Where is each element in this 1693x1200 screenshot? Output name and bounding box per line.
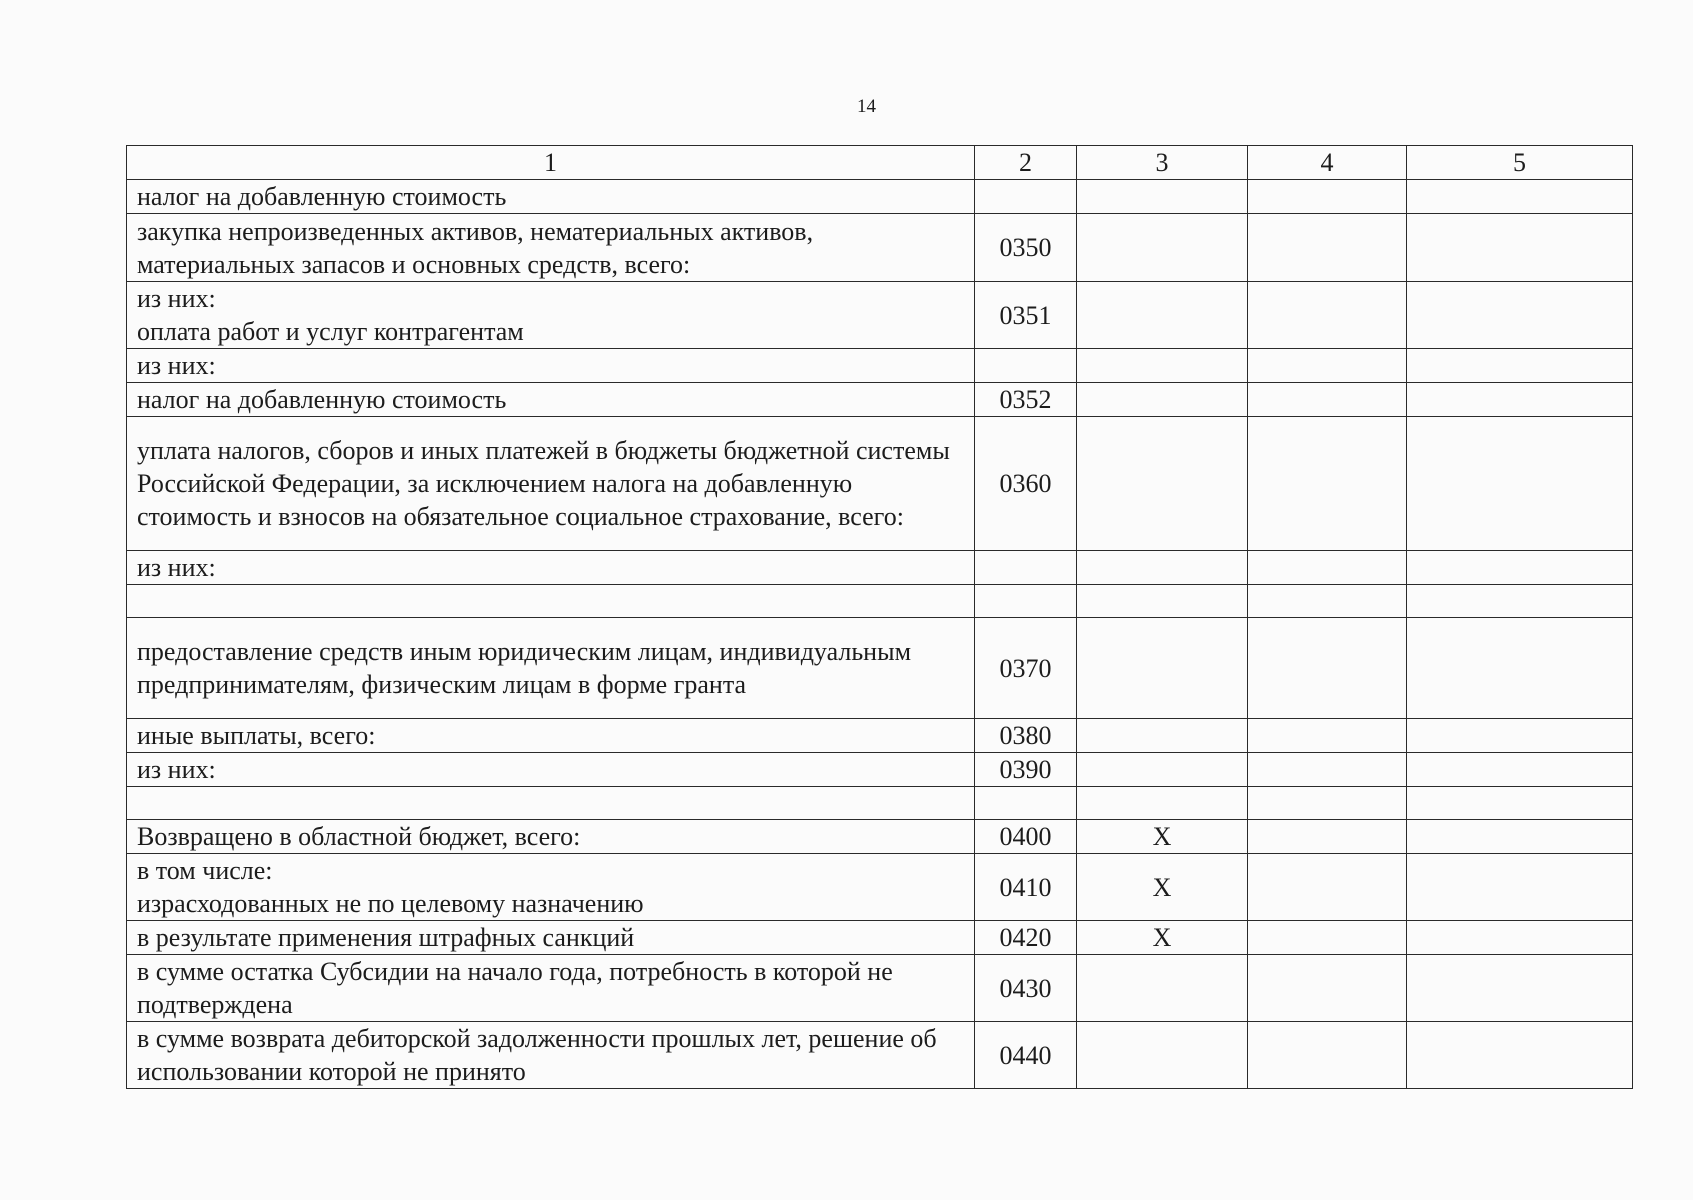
table-row xyxy=(127,854,1633,921)
table-row xyxy=(127,214,1633,282)
row-description xyxy=(127,585,975,618)
row-description: из них: xyxy=(127,349,975,383)
row-description: иные выплаты, всего: xyxy=(127,719,975,753)
row-col4 xyxy=(1248,282,1407,349)
table-row xyxy=(127,753,1633,787)
header-row xyxy=(127,146,1633,180)
row-col3 xyxy=(1077,214,1248,282)
row-description: в результате применения штрафных санкций xyxy=(127,921,975,955)
row-col3: X xyxy=(1077,921,1248,955)
row-col4 xyxy=(1248,349,1407,383)
header-cell-2: 2 xyxy=(975,146,1077,180)
row-col3 xyxy=(1077,1022,1248,1089)
row-col5 xyxy=(1407,585,1633,618)
row-col5 xyxy=(1407,618,1633,719)
row-col3 xyxy=(1077,349,1248,383)
row-col3: X xyxy=(1077,854,1248,921)
row-col3: X xyxy=(1077,820,1248,854)
row-col3 xyxy=(1077,618,1248,719)
row-description: налог на добавленную стоимость xyxy=(127,383,975,417)
row-col5 xyxy=(1407,820,1633,854)
row-code: 0390 xyxy=(975,753,1077,787)
row-col3 xyxy=(1077,551,1248,585)
row-code: 0352 xyxy=(975,383,1077,417)
row-col5 xyxy=(1407,921,1633,955)
row-col5 xyxy=(1407,551,1633,585)
table-row xyxy=(127,1022,1633,1089)
row-description: предоставление средств иным юридическим лицам, индивидуальным предпринимателям, физическим лицам в форме гранта xyxy=(127,618,975,719)
row-col4 xyxy=(1248,820,1407,854)
row-col3 xyxy=(1077,719,1248,753)
row-col5 xyxy=(1407,282,1633,349)
table-row xyxy=(127,349,1633,383)
row-col5 xyxy=(1407,854,1633,921)
row-col4 xyxy=(1248,1022,1407,1089)
row-col5 xyxy=(1407,383,1633,417)
row-col5 xyxy=(1407,955,1633,1022)
table-row xyxy=(127,585,1633,618)
row-code: 0410 xyxy=(975,854,1077,921)
row-col4 xyxy=(1248,585,1407,618)
row-col4 xyxy=(1248,180,1407,214)
row-description: уплата налогов, сборов и иных платежей в бюджеты бюджетной системы Российской Федерации, за исключением налога на добавленную стоимость и взносов на обязательное социальное страхование, всего: xyxy=(127,417,975,551)
row-col3 xyxy=(1077,417,1248,551)
table-row xyxy=(127,618,1633,719)
row-description: налог на добавленную стоимость xyxy=(127,180,975,214)
row-code: 0440 xyxy=(975,1022,1077,1089)
row-code xyxy=(975,349,1077,383)
table-row xyxy=(127,180,1633,214)
row-col3 xyxy=(1077,282,1248,349)
row-description: из них: xyxy=(127,753,975,787)
header-cell-5: 5 xyxy=(1407,146,1633,180)
row-code: 0400 xyxy=(975,820,1077,854)
row-col5 xyxy=(1407,214,1633,282)
table-row xyxy=(127,921,1633,955)
report-table xyxy=(126,145,1633,1089)
row-code: 0370 xyxy=(975,618,1077,719)
row-col5 xyxy=(1407,180,1633,214)
row-code xyxy=(975,787,1077,820)
row-col3 xyxy=(1077,955,1248,1022)
header-cell-3: 3 xyxy=(1077,146,1248,180)
row-code: 0380 xyxy=(975,719,1077,753)
table-row xyxy=(127,787,1633,820)
header-cell-4: 4 xyxy=(1248,146,1407,180)
table-row xyxy=(127,955,1633,1022)
row-col5 xyxy=(1407,753,1633,787)
row-description: из них: оплата работ и услуг контрагентам xyxy=(127,282,975,349)
row-col5 xyxy=(1407,349,1633,383)
row-col5 xyxy=(1407,719,1633,753)
row-col3 xyxy=(1077,787,1248,820)
row-col4 xyxy=(1248,787,1407,820)
row-col5 xyxy=(1407,417,1633,551)
row-col5 xyxy=(1407,1022,1633,1089)
row-code: 0430 xyxy=(975,955,1077,1022)
row-col4 xyxy=(1248,955,1407,1022)
row-code xyxy=(975,180,1077,214)
row-code xyxy=(975,551,1077,585)
row-code: 0420 xyxy=(975,921,1077,955)
row-col5 xyxy=(1407,787,1633,820)
row-description: Возвращено в областной бюджет, всего: xyxy=(127,820,975,854)
row-description xyxy=(127,787,975,820)
row-code: 0350 xyxy=(975,214,1077,282)
table-row xyxy=(127,383,1633,417)
row-code xyxy=(975,585,1077,618)
row-col4 xyxy=(1248,719,1407,753)
row-col3 xyxy=(1077,753,1248,787)
row-col3 xyxy=(1077,383,1248,417)
row-col4 xyxy=(1248,854,1407,921)
row-description: в сумме остатка Субсидии на начало года, потребность в которой не подтверждена xyxy=(127,955,975,1022)
row-col3 xyxy=(1077,585,1248,618)
row-col4 xyxy=(1248,383,1407,417)
page-number: 14 xyxy=(857,96,876,117)
row-code: 0351 xyxy=(975,282,1077,349)
row-description: из них: xyxy=(127,551,975,585)
table-row xyxy=(127,417,1633,551)
row-description: в том числе: израсходованных не по целевому назначению xyxy=(127,854,975,921)
row-col4 xyxy=(1248,753,1407,787)
row-col4 xyxy=(1248,417,1407,551)
table-row xyxy=(127,282,1633,349)
row-description: закупка непроизведенных активов, нематериальных активов, материальных запасов и основных средств, всего: xyxy=(127,214,975,282)
row-code: 0360 xyxy=(975,417,1077,551)
table-row xyxy=(127,719,1633,753)
row-description: в сумме возврата дебиторской задолженности прошлых лет, решение об использовании которой не принято xyxy=(127,1022,975,1089)
row-col4 xyxy=(1248,551,1407,585)
row-col3 xyxy=(1077,180,1248,214)
table-row xyxy=(127,551,1633,585)
table-row xyxy=(127,820,1633,854)
row-col4 xyxy=(1248,618,1407,719)
row-col4 xyxy=(1248,921,1407,955)
header-cell-1: 1 xyxy=(127,146,975,180)
row-col4 xyxy=(1248,214,1407,282)
